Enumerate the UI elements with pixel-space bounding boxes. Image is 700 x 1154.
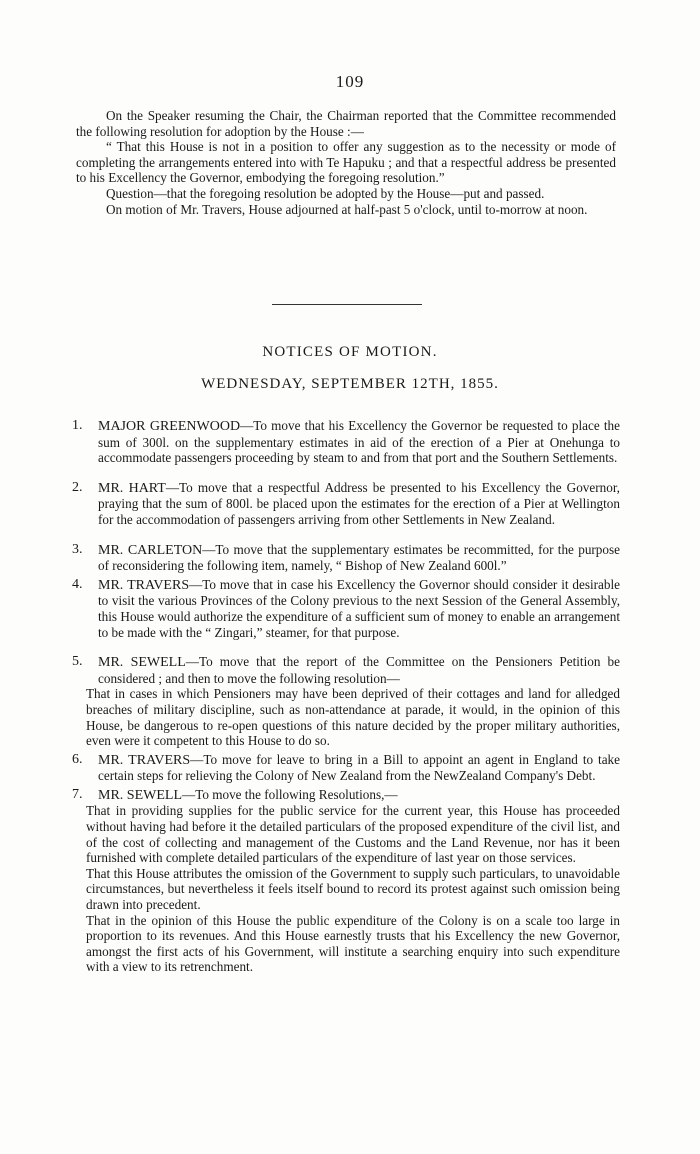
adjournment-paragraph: On motion of Mr. Travers, House adjourned at half-past 5 o'clock, until to-morrow at noon. — [106, 201, 588, 217]
motion-item — [72, 654, 620, 749]
notices-heading: NOTICES OF MOTION. — [262, 344, 438, 360]
motion-number: 3. — [72, 541, 83, 557]
motion-text: —To move that the supplementary estimates be recommitted, for the purpose of reconsidering the following item, namely, “ Bishop of New Zealand 600l.” — [98, 541, 620, 574]
motion-mover: MR. CARLETON — [98, 542, 203, 558]
resolution-quote-paragraph: “ That this House is not in a position to offer any suggestion as to the necessity or mode of completing the arrangements entered into with Te Hapuku ; and that a respectful address be presented to his Excellency the Governor, embodying the foregoing resolution.” — [76, 139, 616, 186]
motion-number: 1. — [72, 418, 83, 433]
motion-item — [72, 577, 620, 640]
motion-item — [72, 752, 620, 784]
motion-number: 2. — [72, 479, 83, 495]
motion-resolution: That in providing supplies for the public service for the current year, this House has proceeded without having had before it the detailed particulars of the proposed expenditure of the civil list, and of the cost of collecting and management of the Customs and the Land Revenue, nor has it been furnished with complete detailed particulars of the expenditure of last year on those services. — [86, 803, 620, 866]
motion-mover: MR. TRAVERS — [98, 752, 191, 768]
motion-mover: MR. TRAVERS — [98, 577, 190, 593]
motion-resolution: That in cases in which Pensioners may have been deprived of their cottages and land for alledged breaches of military discipline, such as non-attendance at parade, it would, in the opinion of this House, be dangerous to re-open questions of this nature decided by the proper military authorities, even were it competent to this House to do so. — [86, 686, 620, 749]
motion-item — [72, 542, 620, 574]
question-paragraph: Question—that the foregoing resolution be adopted by the House—put and passed. — [106, 185, 545, 201]
motion-number: 6. — [72, 751, 83, 767]
motion-resolution: That in the opinion of this House the public expenditure of the Colony is on a scale too large in proportion to its revenues. And this House earnestly trusts that his Excellency the new Governor, amongst the first acts of his Government, will institute a searching enquiry into such expenditure with a view to its retrenchment. — [86, 912, 620, 975]
motion-item — [72, 787, 620, 975]
motion-mover: MR. SEWELL — [98, 655, 186, 671]
motion-text: —To move that a respectful Address be presented to his Excellency the Governor, praying that the sum of 800l. be placed upon the estimates for the erection of a Pier at Wellington for the accommodation of passengers arriving from other Settlements in New Zealand. — [98, 479, 620, 527]
motion-text: —To move the following Resolutions,— — [182, 786, 398, 802]
motion-mover: MR. HART — [98, 480, 166, 496]
motion-item — [72, 480, 620, 528]
page-number: 109 — [335, 72, 365, 91]
motion-mover: MAJOR GREENWOOD — [98, 419, 241, 434]
motion-text: —To move that in case his Excellency the Governor should consider it desirable to visit the various Provinces of the Colony previous to the next Session of the General Assembly, this House would authorize the expenditure of a sufficient sum of money to enable an arrangement to be made with the “ Zingari,” steamer, for that purpose. — [98, 576, 621, 640]
speaker-resumed-paragraph: On the Speaker resuming the Chair, the Chairman reported that the Committee recommended the following resolution for adoption by the House :— — [76, 108, 616, 139]
date-heading: WEDNESDAY, SEPTEMBER 12TH, 1855. — [201, 376, 499, 392]
motions-list — [72, 404, 620, 975]
motion-text: —To move that his Excellency the Governor be requested to place the sum of 300l. on the supplementary estimates in aid of the erection of a Pier at Onehunga to accommodate passengers proceeding by steam to and from that port and the Southern Settlements. — [98, 418, 620, 466]
motion-text: —To move that the report of the Committee on the Pensioners Petition be considered ; and then to move the following resolution— — [98, 654, 620, 686]
section-divider — [272, 304, 422, 305]
motion-mover: MR. SEWELL — [98, 787, 182, 803]
motion-number: 7. — [72, 786, 83, 802]
motion-number: 4. — [72, 576, 83, 592]
motion-resolution: That this House attributes the omission of the Government to supply such particulars, to unavoidable circumstances, but nevertheless it feels itself bound to record its protest against such omission being drawn into precedent. — [86, 865, 620, 913]
motion-item — [72, 418, 620, 466]
motion-text: —To move for leave to bring in a Bill to appoint an agent in England to take certain steps for relieving the Colony of New Zealand from the NewZealand Company's Debt. — [98, 751, 620, 784]
motion-number: 5. — [72, 654, 83, 670]
proceedings-section — [76, 108, 616, 217]
